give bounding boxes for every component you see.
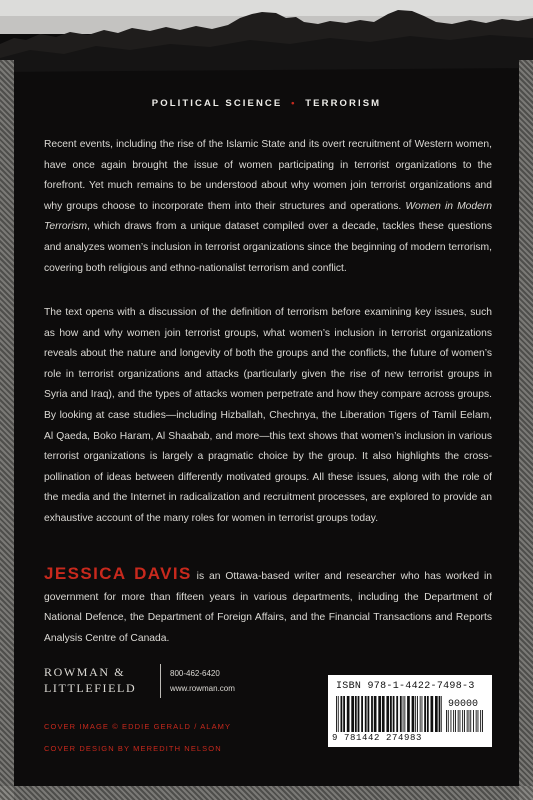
addon-barcode-bars: [446, 710, 484, 732]
author-bio: [44, 564, 492, 649]
isbn-number: ISBN 978-1-4422-7498-3: [336, 681, 475, 692]
description-paragraph-2: The text opens with a discussion of the definition of terrorism before examining key issues, such as how and why women join terrorist groups, what women’s inclusion in terrorist organizations reveals about the nature and longevity of both the groups and the conflicts, the future of women’s role in terrorist organizations and attacks (particularly given the rise of new terrorist groups in Syria and Iraq), and the types of attacks women perpetrate and how they compare across groups. By looking at case studies—including Hizballah, Chechnya, the Liberation Tigers of Tamil Eelam, Al Qaeda, Boko Haram, Al Shaabab, and more—this text shows that women’s inclusion in various terrorist organizations is largely a pragmatic choice by the group. It also highlights the cross-pollination of ideas between differently motivated groups. All these issues, along with the role of the media and the Internet in radicalization and recruitment processes, are explored to provide an exhaustive account of the many roles for women in terrorist groups today.: [44, 307, 492, 524]
publisher-logo: [44, 664, 136, 696]
isbn-barcode: [328, 675, 492, 747]
cover-image-credit: COVER IMAGE © EDDIE GERALD / ALAMY: [44, 722, 232, 731]
cover-design-credit: COVER DESIGN BY MEREDITH NELSON: [44, 744, 222, 753]
rubble-photo: [0, 0, 533, 80]
book-title-italic: Women in Modern Terrorism: [44, 200, 492, 233]
publisher-contact: [170, 666, 235, 696]
category-political-science: POLITICAL SCIENCE: [151, 98, 283, 109]
publisher-divider: [160, 664, 161, 698]
publisher-phone: 800-462-6420: [170, 669, 220, 678]
ean-barcode-bars: [336, 696, 442, 732]
price-code: 90000: [448, 699, 479, 710]
p1-text-end: , which draws from a unique dataset compiled over a decade, tackles these questions and analyzes women’s inclusion in terrorist organizations since the beginning of modern terrorism, covering both religious and ethno-nationalist terrorism and conflict.: [44, 221, 492, 274]
p1-text-start: Recent events, including the rise of the Islamic State and its overt recruitment of Western women, have once again brought the issue of women participating in terrorist organizations to the forefront. Yet much remains to be understood about why women join terrorist organizations and why groups choose to incorporate them into their structures and operations.: [44, 139, 492, 212]
author-name: JESSICA DAVIS: [44, 564, 192, 583]
bottom-frame-border: [0, 786, 533, 800]
publisher-name-line1: ROWMAN &: [44, 665, 126, 679]
publisher-website: www.rowman.com: [170, 684, 235, 693]
cover-credits: [44, 716, 231, 760]
publisher-name-line2: LITTLEFIELD: [44, 681, 137, 695]
description-paragraph-1: [44, 135, 492, 279]
category-heading: [0, 98, 533, 109]
barcode-digits: 9 781442 274983: [332, 733, 423, 743]
right-frame-border: [519, 60, 533, 800]
category-terrorism: TERRORISM: [305, 98, 382, 109]
left-frame-border: [0, 60, 14, 800]
author-bio-text: is an Ottawa-based writer and researcher who has worked in government for more than fifteen years in various departments, including the Department of National Defence, the Department of Foreign Affairs, and the Financial Transactions and Reports Analysis Centre of Canada.: [44, 571, 493, 644]
category-separator: •: [291, 98, 297, 109]
